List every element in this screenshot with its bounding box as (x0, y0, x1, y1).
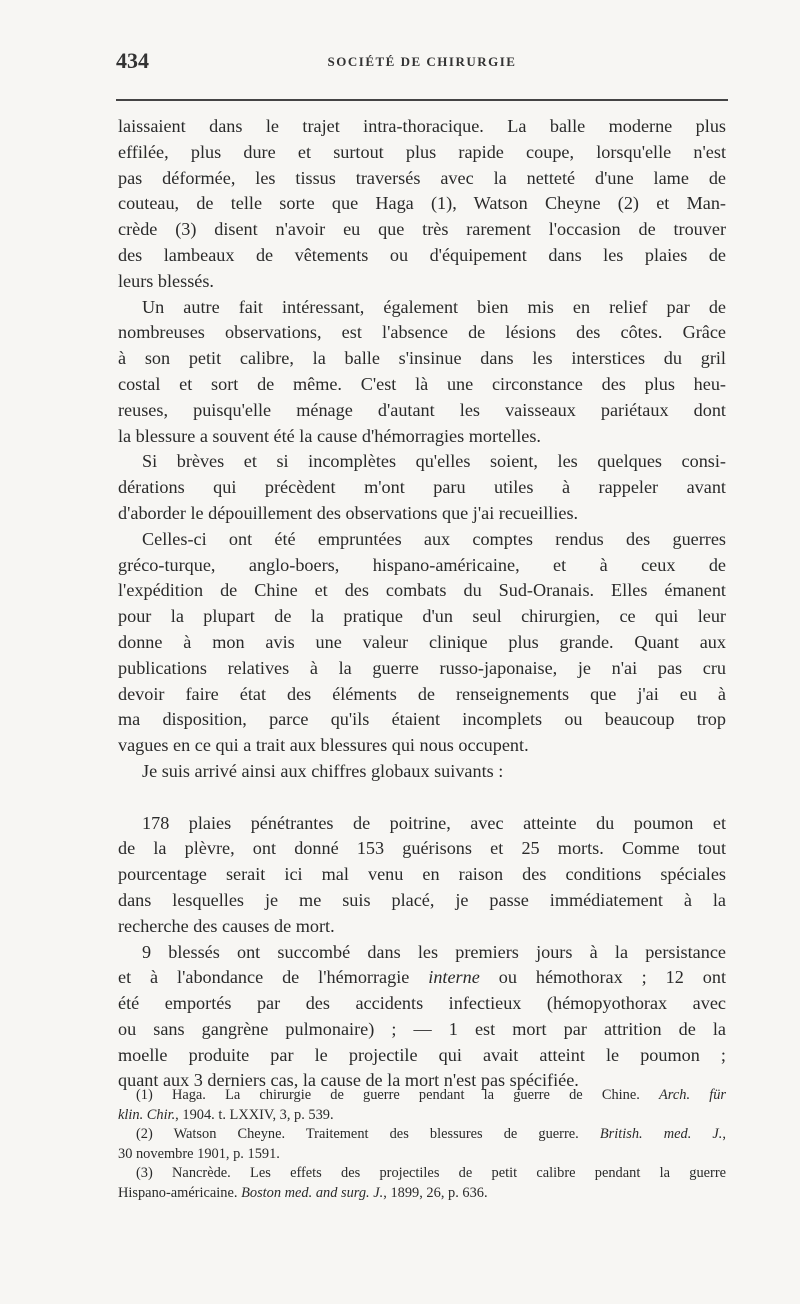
paragraph (118, 527, 726, 759)
text-segment: gréco-turque, anglo-boers, hispano-américaine, et à ceux de (118, 554, 726, 575)
text-line (118, 682, 726, 708)
text-segment: reuses, puisqu'elle ménage d'autant les vaisseaux pariétaux dont (118, 399, 726, 420)
text-segment: , 1899, 26, p. 636. (383, 1184, 488, 1201)
text-line (118, 1145, 726, 1165)
text-line (118, 836, 726, 862)
text-line (118, 578, 726, 604)
text-line (118, 243, 726, 269)
text-segment: ou hémothorax ; 12 ont (479, 967, 726, 988)
text-line (118, 1125, 726, 1145)
header-rule (116, 99, 728, 101)
text-segment: de la plèvre, ont donné 153 guérisons et 25 morts. Comme tout (118, 838, 726, 859)
footnote (118, 1125, 726, 1164)
text-segment: (1) Haga. La chirurgie de guerre pendant la guerre de Chine. (136, 1087, 659, 1103)
text-segment: couteau, de telle sorte que Haga (1), Watson Cheyne (2) et Man- (118, 193, 726, 214)
text-line (118, 449, 726, 475)
text-line (118, 811, 726, 837)
text-segment: d'aborder le dépouillement des observations que j'ai recueillies. (118, 502, 579, 523)
text-segment: publications relatives à la guerre russo-japonaise, je n'ai pas cru (118, 657, 726, 678)
paragraph (118, 811, 726, 940)
text-line (118, 140, 726, 166)
text-line (118, 940, 726, 966)
text-line (118, 114, 726, 140)
text-line (118, 217, 726, 243)
paragraph-gap (118, 785, 726, 811)
text-line (118, 166, 726, 192)
text-segment: effilée, plus dure et surtout plus rapide coupe, lorsqu'elle n'est (118, 141, 726, 162)
text-segment: vagues en ce qui a trait aux blessures qui nous occupent. (118, 735, 529, 756)
text-line (118, 295, 726, 321)
text-segment: ma disposition, parce qu'ils étaient incomplets ou beaucoup trop (118, 709, 726, 730)
text-segment: pour la plupart de la pratique d'un seul chirurgien, ce qui leur (118, 606, 726, 627)
text-segment: pourcentage serait ici mal venu en raison des conditions spéciales (118, 864, 726, 885)
page-number: 434 (116, 48, 149, 73)
text-segment: l'expédition de Chine et des combats du Sud-Oranais. Elles émanent (118, 580, 726, 601)
text-line (118, 1086, 726, 1106)
text-segment: la blessure a souvent été la cause d'hémorragies mortelles. (118, 425, 541, 446)
text-line (118, 398, 726, 424)
text-segment: Hispano-américaine. (118, 1184, 242, 1201)
text-line (118, 1043, 726, 1069)
text-line (118, 991, 726, 1017)
text-line (118, 372, 726, 398)
text-segment: Un autre fait intéressant, également bien mis en relief par de (142, 296, 726, 317)
footnote (118, 1164, 726, 1203)
text-line (118, 346, 726, 372)
text-segment: ou sans gangrène pulmonaire) ; — 1 est mort par attrition de la (118, 1018, 726, 1039)
text-segment: des lambeaux de vêtements ou d'équipement dans les plaies de (118, 244, 726, 265)
italic-text: British. med. J. (599, 1126, 723, 1142)
text-line (118, 656, 726, 682)
text-segment: quant aux 3 derniers cas, la cause de la mort n'est pas spécifiée. (118, 1070, 579, 1091)
text-line (118, 965, 726, 991)
running-title: SOCIÉTÉ DE CHIRURGIE (327, 54, 517, 69)
text-line (118, 269, 726, 295)
text-line (118, 914, 726, 940)
text-segment: 30 novembre 1901, p. 1591. (118, 1145, 280, 1162)
text-segment: recherche des causes de mort. (118, 915, 335, 936)
text-line (118, 191, 726, 217)
paragraph (118, 449, 726, 526)
page-header (116, 46, 728, 76)
text-line (118, 320, 726, 346)
text-segment: moelle produite par le projectile qui avait atteint le poumon ; (118, 1044, 726, 1065)
text-line (118, 475, 726, 501)
text-segment: nombreuses observations, est l'absence de lésions des côtes. Grâce (118, 322, 726, 343)
text-segment: 9 blessés ont succombé dans les premiers jours à la persistance (142, 941, 726, 962)
paragraph (118, 295, 726, 450)
text-segment: costal et sort de même. C'est là une circonstance des plus heu- (118, 373, 726, 394)
text-line (118, 1164, 726, 1184)
text-line (118, 604, 726, 630)
text-line (118, 1017, 726, 1043)
text-line (118, 888, 726, 914)
text-segment: 178 plaies pénétrantes de poitrine, avec atteinte du poumon et (142, 812, 726, 833)
text-segment: , (722, 1126, 726, 1142)
paragraph (118, 940, 726, 1095)
footnote (118, 1086, 726, 1125)
italic-text: Boston med. and surg. J. (241, 1184, 384, 1201)
body-text (118, 114, 726, 1094)
text-segment: Celles-ci ont été empruntées aux comptes rendus des guerres (142, 528, 726, 549)
text-segment: dérations qui précèdent m'ont paru utiles à rappeler avant (118, 477, 726, 498)
text-line (118, 1106, 726, 1126)
text-segment: pas déformée, les tissus traversés avec la netteté d'une lame de (118, 167, 726, 188)
text-segment: devoir faire état des éléments de renseignements que j'ai eu à (118, 683, 726, 704)
text-segment: crède (3) disent n'avoir eu que très rarement l'occasion de trouver (118, 219, 726, 240)
footnotes (118, 1086, 726, 1203)
text-segment: (2) Watson Cheyne. Traitement des blessures de guerre. (136, 1126, 600, 1142)
text-segment: dans lesquelles je me suis placé, je passe immédiatement à la (118, 889, 726, 910)
italic-text: Arch. für (659, 1087, 726, 1103)
text-segment: et à l'abondance de l'hémorragie (118, 967, 429, 988)
text-line (118, 424, 726, 450)
text-segment: Je suis arrivé ainsi aux chiffres globaux suivants : (142, 760, 504, 781)
paragraph (118, 114, 726, 295)
text-line (118, 862, 726, 888)
text-line (118, 630, 726, 656)
text-segment: donne à mon avis une valeur clinique plus grande. Quant aux (118, 631, 726, 652)
text-line (118, 527, 726, 553)
text-line (118, 553, 726, 579)
italic-text: interne (428, 967, 480, 988)
text-line (118, 733, 726, 759)
text-line (118, 759, 726, 785)
text-line (118, 501, 726, 527)
text-segment: , 1904. t. LXXIV, 3, p. 539. (175, 1106, 334, 1123)
text-segment: laissaient dans le trajet intra-thoracique. La balle moderne plus (118, 116, 726, 136)
text-segment: (3) Nancrède. Les effets des projectiles de petit calibre pendant la guerre (136, 1165, 726, 1181)
text-segment: à son petit calibre, la balle s'insinue dans les interstices du gril (118, 348, 726, 369)
text-segment: été emportés par des accidents infectieux (hémopyothorax avec (118, 993, 726, 1014)
text-segment: leurs blessés. (118, 270, 214, 291)
italic-text: klin. Chir. (118, 1106, 176, 1123)
text-line (118, 707, 726, 733)
text-segment: Si brèves et si incomplètes qu'elles soient, les quelques consi- (142, 451, 726, 472)
paragraph (118, 759, 726, 785)
text-line (118, 1184, 726, 1204)
